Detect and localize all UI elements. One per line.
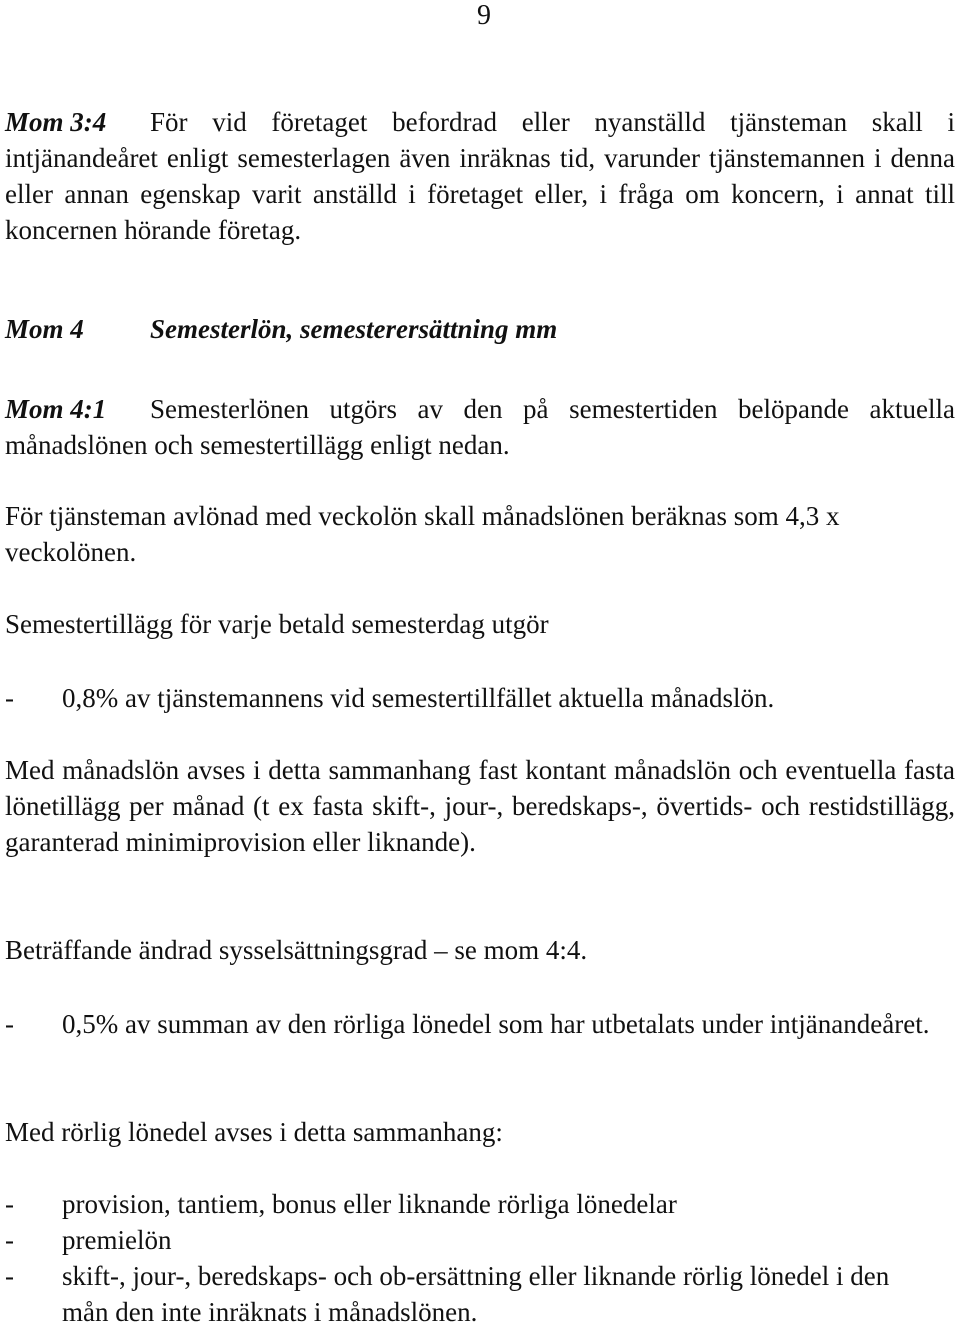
list-item-text: premielön <box>62 1225 172 1255</box>
sysselsattning-paragraph: Beträffande ändrad sysselsättningsgrad – se mom 4:4. <box>5 935 588 965</box>
mom-3-4-label: Mom 3:4 <box>5 107 107 137</box>
mom-4-1-paragraph <box>5 391 955 463</box>
mom-4-label: Mom 4 <box>5 314 84 344</box>
list-item-text: provision, tantiem, bonus eller liknande rörliga lönedelar <box>62 1189 677 1219</box>
list-dash: - <box>5 1225 14 1255</box>
mom-3-4-paragraph <box>5 104 955 248</box>
rorlig-list <box>5 1186 955 1330</box>
list-item-text: skift-, jour-, beredskaps- och ob-ersättning eller liknande rörlig lönedel i den mån den inte inräknats i månadslönen. <box>62 1261 890 1327</box>
list-item <box>5 1258 955 1330</box>
bullet-0-8-item <box>5 680 955 716</box>
mom-4-title: Semesterlön, semesterersättning mm <box>150 314 558 344</box>
bullet-0-5-item <box>5 1006 955 1042</box>
mom-4-heading <box>5 311 955 347</box>
veckolon-paragraph: För tjänsteman avlönad med veckolön skall månadslönen beräknas som 4,3 x veckolönen. <box>5 501 840 567</box>
list-dash: - <box>5 683 14 713</box>
rorlig-definition-paragraph: Med rörlig lönedel avses i detta sammanhang: <box>5 1117 503 1147</box>
mom-4-1-label: Mom 4:1 <box>5 394 107 424</box>
list-dash: - <box>5 1189 14 1219</box>
page-number: 9 <box>477 0 491 31</box>
list-item <box>5 1222 955 1258</box>
list-dash: - <box>5 1261 14 1291</box>
bullet-0-8-text: 0,8% av tjänstemannens vid semestertillfället aktuella månadslön. <box>62 683 775 713</box>
semestertillagg-paragraph: Semestertillägg för varje betald semesterdag utgör <box>5 609 549 639</box>
list-item <box>5 1186 955 1222</box>
mom-4-1-text: Semesterlönen utgörs av den på semestertiden belöpande aktuella månadslönen och semestertillägg enligt nedan. <box>5 394 955 460</box>
list-dash: - <box>5 1009 14 1039</box>
manadslon-definition-paragraph: Med månadslön avses i detta sammanhang fast kontant månadslön och eventuella fasta lönetillägg per månad (t ex fasta skift-, jour-, beredskaps-, övertids- och restidstillägg, garanterad minimiprovision eller liknande). <box>5 755 955 857</box>
mom-3-4-text: För vid företaget befordrad eller nyanställd tjänsteman skall i intjänandeåret enligt semesterlagen även inräknas tid, varunder tjänstemannen i denna eller annan egenskap varit anställd i företaget eller, i fråga om koncern, i annat till koncernen hörande företag. <box>5 107 955 245</box>
bullet-0-5-text: 0,5% av summan av den rörliga lönedel som har utbetalats under intjänandeåret. <box>62 1009 930 1039</box>
